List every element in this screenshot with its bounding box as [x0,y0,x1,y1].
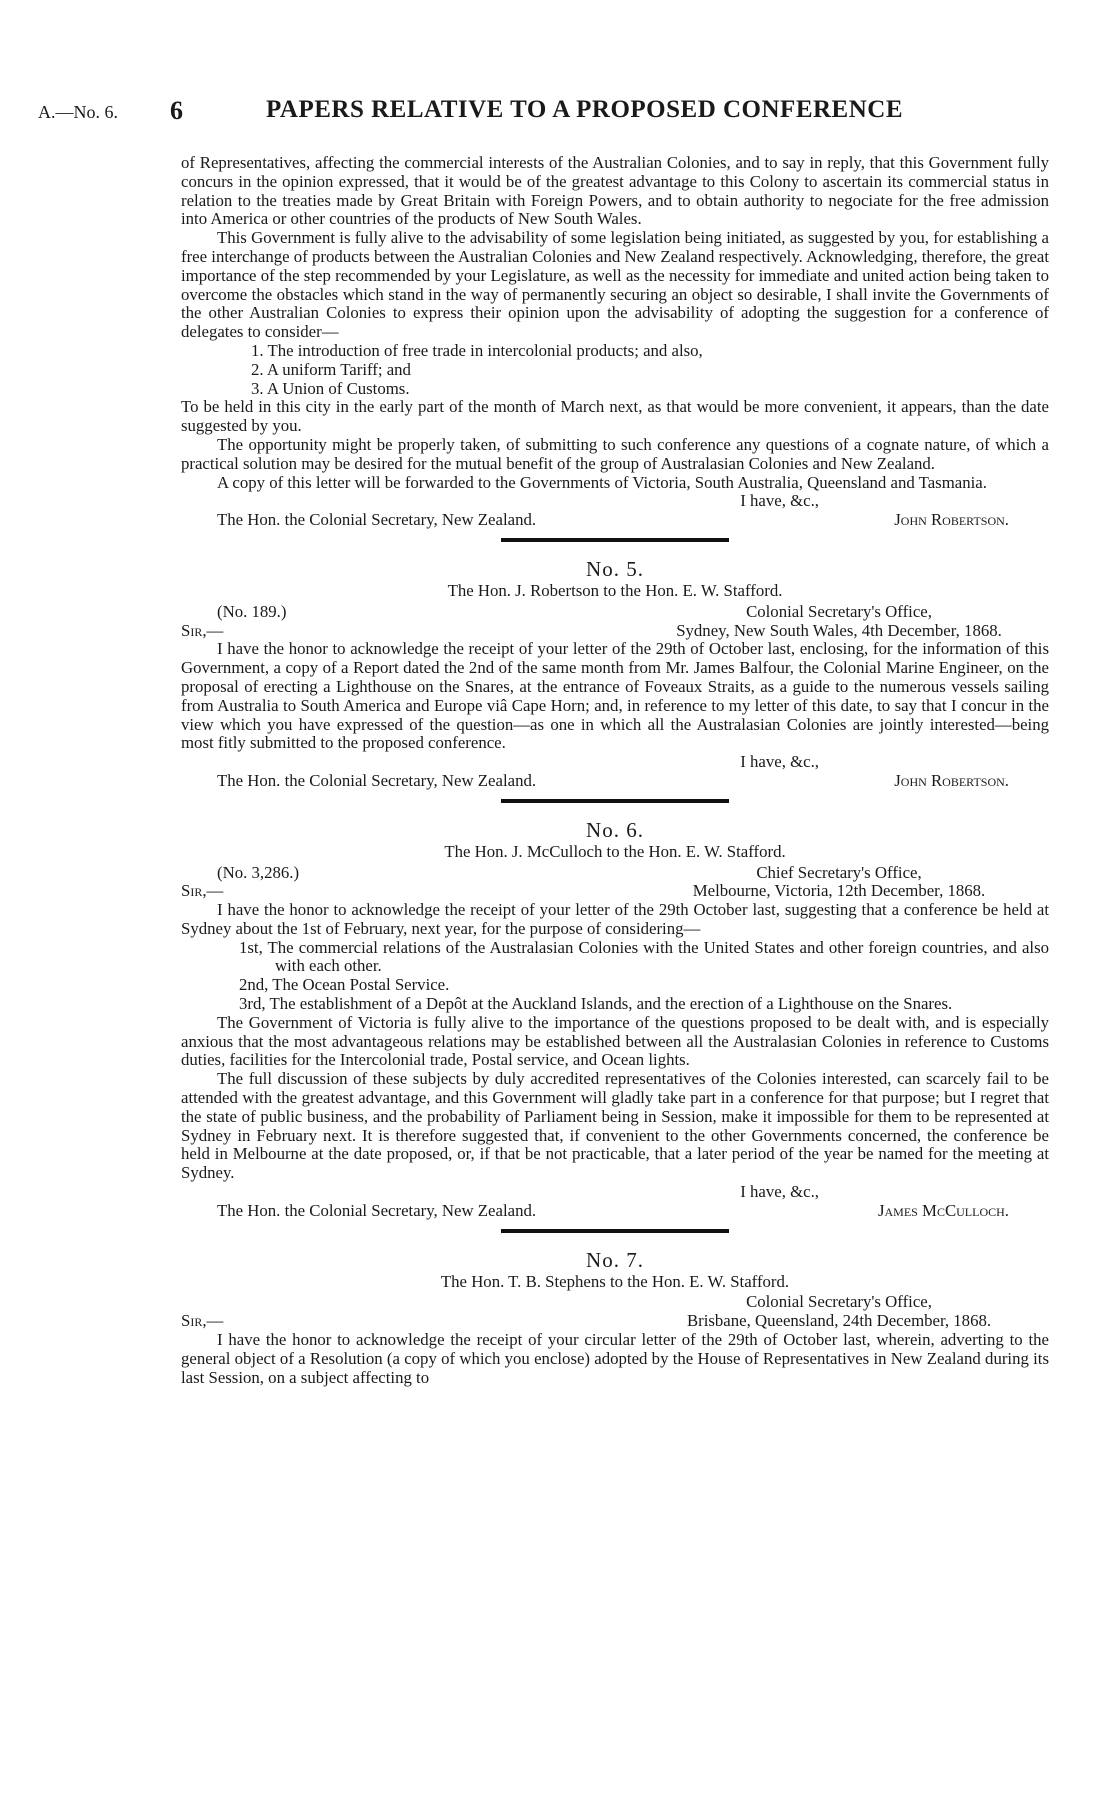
letter-number: No. 5. [586,556,644,581]
letter-5 [181,556,1049,791]
salutation: Sir,— [181,1311,224,1331]
paragraph: To be held in this city in the early part of the month of March next, as that would be more convenient, it appears, than the date suggested by you. [181,397,1049,436]
page-body [181,154,1049,1387]
list-item: 3rd, The establishment of a Depôt at the Auckland Islands, and the erection of a Lighthouse on the Snares. [239,994,953,1014]
meta-row [181,603,1049,622]
paragraph: The Government of Victoria is fully alive to the importance of the questions proposed to be dealt with, and is especially anxious that the most advantageous relations may be established between all the Australasian Colonies in reference to Customs duties, facilities for the Intercolonial trade, Postal service, and Ocean lights. [181,1012,1049,1070]
list-item: 1. The introduction of free trade in intercolonial products; and also, [251,340,703,360]
list-item: 1st, The commercial relations of the Australasian Colonies with the United States and other foreign countries, and also with each other. [239,937,1049,976]
letter-6 [181,817,1049,1221]
addressee: The Hon. the Colonial Secretary, New Zealand. [217,1200,537,1220]
meta-row [181,622,1049,641]
place-date: Brisbane, Queensland, 24th December, 1868. [686,1311,992,1331]
paragraph: I have the honor to acknowledge the receipt of your letter of the 29th of October last, enclosing, for the information of this Government, a copy of a Report dated the 2nd of the same month from Mr. James Balfour, the Colonial Marine Engineer, on the proposal of erecting a Lighthouse on the Snares, at the entrance of Foveaux Straits, as a guide to the numerous vessels sailing from Australia to South America and Europe viâ Cape Horn; and, in reference to my letter of this date, to say that I concur in the view which you have expressed of the question—as one in which all the Australasian Colonies are jointly interested—being most fitly submitted to the proposed conference. [181,639,1049,753]
letter-heading: The Hon. T. B. Stephens to the Hon. E. W. Stafford. [440,1271,790,1291]
meta-row [181,1293,1049,1312]
office: Colonial Secretary's Office, [746,1292,932,1312]
letter-heading: The Hon. J. Robertson to the Hon. E. W. Stafford. [447,580,783,600]
list-item: 2nd, The Ocean Postal Service. [239,975,450,995]
signature-line [181,511,1049,530]
salutation: Sir,— [181,620,224,640]
section-divider [501,1229,729,1233]
letter-number: No. 6. [586,817,644,842]
signature: John Robertson. [894,510,1009,530]
letter-heading: The Hon. J. McCulloch to the Hon. E. W. Stafford. [444,841,786,861]
meta-row [181,882,1049,901]
paragraph: I have the honor to acknowledge the receipt of your letter of the 29th October last, suggesting that a conference be held at Sydney about the 1st of February, next year, for the purpose of considering— [181,900,1049,938]
letter-4-continuation [181,154,1049,530]
signature: John Robertson. [894,770,1009,790]
letter-reference: (No. 3,286.) [217,862,300,882]
signature: James McCulloch. [877,1200,1009,1220]
letter-7 [181,1247,1049,1388]
page-header [38,96,1058,136]
signature-line [181,772,1049,791]
addressee: The Hon. the Colonial Secretary, New Zealand. [217,510,537,530]
paragraph: I have the honor to acknowledge the receipt of your circular letter of the 29th of October last, wherein, adverting to the general object of a Resolution (a copy of which you enclose) adopted by the House of Representatives in New Zealand during its last Session, on a subject affecting to [181,1330,1049,1387]
closing: I have, &c., [740,752,819,772]
letter-number: No. 7. [586,1247,644,1272]
paragraph: of Representatives, affecting the commercial interests of the Australian Colonies, and to say in reply, that this Government fully concurs in the opinion expressed, that it would be of the greatest advantage to this Colony to ascertain its commercial status in relation to the treaties made by Great Britain with Foreign Powers, and to obtain authority to negociate for the free admission into America or other countries of the products of New South Wales. [181,153,1049,229]
section-divider [501,538,729,542]
meta-row [181,1312,1049,1331]
office: Chief Secretary's Office, [756,862,922,882]
paragraph: A copy of this letter will be forwarded to the Governments of Victoria, South Australia, Queensland and Tasmania. [217,472,987,492]
section-divider [501,799,729,803]
paragraph: The opportunity might be properly taken, of submitting to such conference any questions of a cognate nature, of which a practical solution may be desired for the mutual benefit of the group of Australasian Colonies and New Zealand. [181,434,1049,473]
meta-row [181,864,1049,883]
addressee: The Hon. the Colonial Secretary, New Zealand. [217,770,537,790]
place-date: Melbourne, Victoria, 12th December, 1868. [692,881,986,901]
salutation: Sir,— [181,881,224,901]
paper-reference: A.—No. 6. [38,102,118,122]
closing: I have, &c., [740,491,819,511]
list-item: 3. A Union of Customs. [251,378,410,398]
closing: I have, &c., [740,1182,819,1202]
paragraph: The full discussion of these subjects by duly accredited representatives of the Colonies interested, can scarcely fail to be attended with the greatest advantage, and this Government will gladly take part in a conference for that purpose; but I regret that the state of public business, and the probability of Parliament being in Session, make it impossible for them to be represented at Sydney in February next. It is therefore suggested that, if convenient to the other Governments concerned, the conference be held in Melbourne at the date proposed, or, if that be not practicable, that a later period of the year be named for the meeting at Sydney. [181,1069,1049,1183]
paragraph: This Government is fully alive to the advisability of some legislation being initiated, as suggested by you, for establishing a free interchange of products between the Australian Colonies and New Zealand respectively. Acknowledging, therefore, the great importance of the step recommended by your Legislature, as well as the necessity for immediate and united action being taken to overcome the obstacles which stand in the way of permanently securing an object so desirable, I shall invite the Governments of the other Australian Colonies to express their opinion upon the advisability of adopting the suggestion for a conference of delegates to consider— [181,228,1049,342]
running-title: PAPERS RELATIVE TO A PROPOSED CONFERENCE [266,96,904,123]
list-item: 2. A uniform Tariff; and [251,359,411,379]
letter-reference: (No. 189.) [217,601,287,621]
page-number: 6 [170,96,183,125]
signature-line [181,1202,1049,1221]
place-date: Sydney, New South Wales, 4th December, 1868. [676,620,1002,640]
office: Colonial Secretary's Office, [746,601,932,621]
